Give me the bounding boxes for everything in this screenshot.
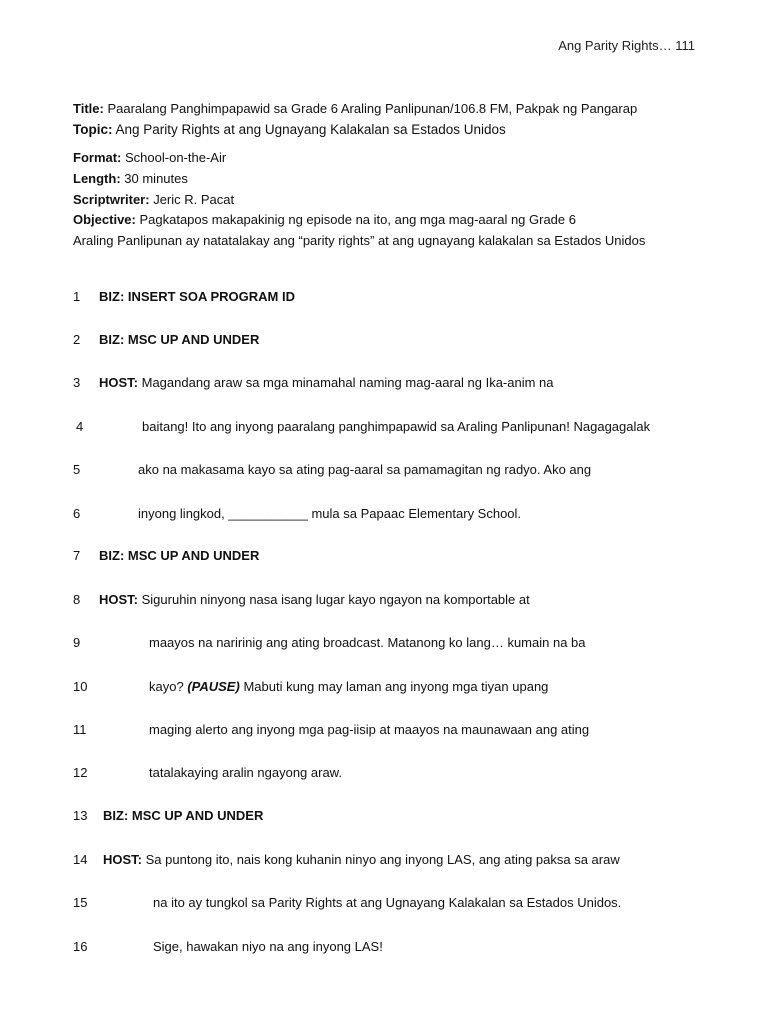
biz-cue: BIZ: MSC UP AND UNDER — [103, 808, 264, 823]
biz-cue: BIZ: MSC UP AND UNDER — [99, 548, 260, 563]
topic-value: Ang Parity Rights at ang Ugnayang Kalakalan sa Estados Unidos — [115, 122, 506, 137]
title-line — [73, 101, 637, 116]
scriptwriter-value: Jeric R. Pacat — [153, 192, 235, 207]
objective-label: Objective: — [73, 212, 136, 227]
dialogue-line: ako na makasama kayo sa ating pag-aaral sa pamamagitan ng radyo. Ako ang — [138, 462, 592, 477]
line-number: 8 — [73, 592, 81, 607]
line-number: 16 — [73, 939, 88, 954]
scriptwriter-label: Scriptwriter: — [73, 192, 150, 207]
running-head: Ang Parity Rights… 111 — [558, 38, 695, 53]
dialogue-line: Siguruhin ninyong nasa isang lugar kayo ngayon na komportable at — [141, 592, 530, 607]
dialogue-text — [149, 679, 548, 694]
speaker-label: HOST: — [99, 375, 138, 390]
format-line — [73, 150, 226, 165]
line-number: 4 — [76, 419, 84, 434]
line-number: 5 — [73, 462, 81, 477]
line-number: 2 — [73, 332, 81, 347]
biz-cue: BIZ: INSERT SOA PROGRAM ID — [99, 289, 295, 304]
line-number: 12 — [73, 765, 88, 780]
format-value: School-on-the-Air — [125, 150, 227, 165]
dialogue-line: tatalakaying aralin ngayong araw. — [149, 765, 342, 780]
topic-line — [73, 122, 506, 137]
line-number: 1 — [73, 289, 81, 304]
dialogue-text — [103, 852, 620, 867]
length-label: Length: — [73, 171, 121, 186]
dialogue-line: Magandang araw sa mga minamahal naming mag-aaral ng Ika-anim na — [141, 375, 554, 390]
line-number: 3 — [73, 375, 81, 390]
biz-cue: BIZ: MSC UP AND UNDER — [99, 332, 260, 347]
line-number: 15 — [73, 895, 88, 910]
scriptwriter-line — [73, 192, 234, 207]
speaker-label: HOST: — [99, 592, 138, 607]
objective-line — [73, 212, 576, 227]
objective-value: Pagkatapos makapakinig ng episode na ito, ang mga mag-aaral ng Grade 6 — [139, 212, 576, 227]
objective-continuation: Araling Panlipunan ay natatalakay ang “parity rights” at ang ugnayang kalakalan sa Estados Unidos — [73, 233, 646, 248]
length-value: 30 minutes — [124, 171, 188, 186]
speaker-label: HOST: — [103, 852, 142, 867]
dialogue-line: maging alerto ang inyong mga pag-iisip at maayos na maunawaan ang ating — [149, 722, 590, 737]
line-number: 14 — [73, 852, 88, 867]
line-number: 10 — [73, 679, 88, 694]
dialogue-line: kayo? — [149, 679, 184, 694]
line-number: 9 — [73, 635, 81, 650]
pause-cue: (PAUSE) — [187, 679, 240, 694]
dialogue-line: Mabuti kung may laman ang inyong mga tiyan upang — [243, 679, 549, 694]
title-value: Paaralang Panghimpapawid sa Grade 6 Araling Panlipunan/106.8 FM, Pakpak ng Pangarap — [107, 101, 638, 116]
title-label: Title: — [73, 101, 104, 116]
dialogue-line: Sige, hawakan niyo na ang inyong LAS! — [153, 939, 383, 954]
dialogue-line: maayos na naririnig ang ating broadcast. Matanong ko lang… kumain na ba — [149, 635, 586, 650]
format-label: Format: — [73, 150, 122, 165]
line-number: 13 — [73, 808, 88, 823]
dialogue-line: Sa puntong ito, nais kong kuhanin ninyo ang inyong LAS, ang ating paksa sa araw — [145, 852, 620, 867]
line-number: 11 — [73, 722, 87, 737]
length-line — [73, 171, 188, 186]
dialogue-line: inyong lingkod, ___________ mula sa Papaac Elementary School. — [138, 506, 522, 521]
line-number: 6 — [73, 506, 81, 521]
dialogue-text — [99, 592, 530, 607]
dialogue-line: baitang! Ito ang inyong paaralang panghimpapawid sa Araling Panlipunan! Nagagagalak — [142, 419, 651, 434]
topic-label: Topic: — [73, 122, 113, 137]
line-number: 7 — [73, 548, 81, 563]
dialogue-line: na ito ay tungkol sa Parity Rights at ang Ugnayang Kalakalan sa Estados Unidos. — [153, 895, 622, 910]
dialogue-text — [99, 375, 554, 390]
